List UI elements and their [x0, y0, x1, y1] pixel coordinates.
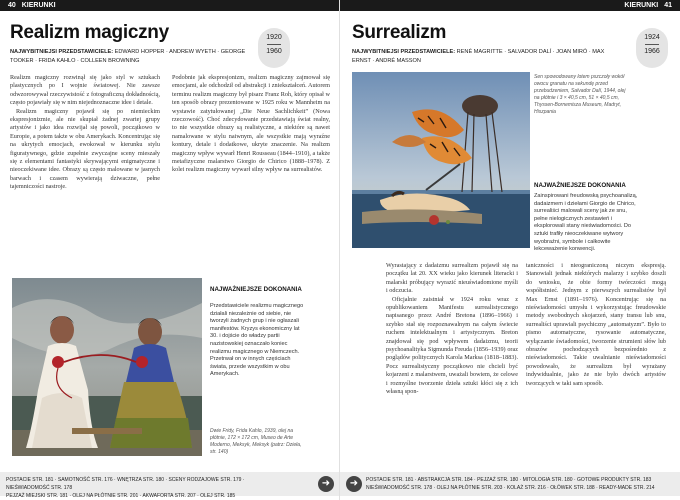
- cross-reference-footer: POSTACIE STR. 181 · ABSTRAKCJA STR. 184 · PEJZAŻ STR. 180 · MITOLOGIA STR. 180 · GOTOWE PRODUKTY STR. 183 NIEŚWIADOMOŚĆ STR. 178 · OLEJ NA PŁÓTNIE STR. 203 · KOLAŻ STR. 216 · OŁÓWEK STR. 188 · READY-MADE STR. 214: [340, 472, 680, 496]
- cross-ref-link[interactable]: SCENY RODZAJOWE STR. 179: [168, 477, 242, 483]
- running-header: [0, 0, 340, 11]
- representatives-list: RENÉ MAGRITTE · SALVADOR DALÍ · JOAN MIRÓ · MAX ERNST · ANDRÉ MASSON: [352, 49, 605, 64]
- cross-ref-link[interactable]: OLEJ NA PŁÓTNIE STR. 201: [72, 493, 139, 499]
- cross-ref-link[interactable]: NIEŚWIADOMOŚĆ STR. 178: [366, 485, 433, 491]
- callout-title: NAJWAŻNIEJSZE DOKONANIA: [534, 182, 626, 189]
- paragraph: Realizm magiczny rozwinął się jako styl w sztukach plastycznych po I wojnie światowej. Nie zawsze odwzorowywał rzeczywistość z fotograficzną dokładnością, często pojawiały się w nim niejednoznaczne idee i detale.: [10, 74, 160, 107]
- representatives: [352, 48, 622, 65]
- cross-ref-link[interactable]: POSTACIE STR. 181: [366, 477, 414, 483]
- text-column-1: [10, 74, 160, 192]
- cross-ref-link[interactable]: KOLAŻ STR. 216: [506, 485, 546, 491]
- running-header: [340, 0, 680, 11]
- representatives: [10, 48, 250, 65]
- cross-ref-link[interactable]: NIEŚWIADOMOŚĆ STR. 178: [6, 485, 73, 491]
- cross-ref-link[interactable]: OŁÓWEK STR. 188: [550, 485, 595, 491]
- painting-dali-dream: [352, 72, 530, 248]
- cross-ref-link[interactable]: MITOLOGIA STR. 180: [522, 477, 573, 483]
- paragraph: Wyrastający z dadaizmu surrealizm pojawił się na początku lat 20. XX wieku jako kierunek literacki i malarski próbujący wyrazić nieuświadomione myśli i odczucia.: [386, 262, 518, 295]
- callout-body: Przedstawiciele realizmu magicznego działali niezależnie od siebie, nie tworzyli żadnych grup i nie ogłaszali manifestów. Kryzys ekonomiczny lat 30. i dojście do władzy partii nazistowskiej oznaczało koniec realizmu magicznego w Niemczech. Przetrwał on w innych częściach świata, przede wszystkim w obu Amerykach.: [210, 303, 304, 378]
- cross-ref-link[interactable]: READY-MADE STR. 214: [599, 485, 655, 491]
- cross-reference-footer: POSTACIE STR. 181 · SAMOTNOŚĆ STR. 176 · WNĘTRZA STR. 180 · SCENY RODZAJOWE STR. 179 · NIEŚWIADOMOŚĆ STR. 178 PEJZAŻ MIEJSKI STR. 181 · OLEJ NA PŁÓTNIE STR. 201 · AKWAFORTA STR. 207 · OLEJ STR. 185: [0, 472, 340, 496]
- painting-dali-dream-image: [352, 72, 530, 248]
- date-range-badge: [636, 28, 668, 68]
- representatives-label: NAJWYBITNIEJSI PRZEDSTAWICIELE:: [352, 49, 456, 55]
- text-column-2: [526, 262, 666, 388]
- page-title: Realizm magiczny: [10, 22, 169, 43]
- date-end: 1966: [644, 48, 660, 55]
- cross-ref-link[interactable]: OLEJ NA PŁÓTNIE STR. 203: [436, 485, 503, 491]
- paragraph: Oficjalnie zaistniał w 1924 roku wraz z opublikowaniem Manifestu surrealistycznego napisanego przez André Bretona (1896–1966) i szybko stał się rozpoznawalnym na całym świecie ruchem intelektualnym i artystycznym. Breton znajdował się pod wpływem dadaizmu, teorii psychoanalityka Sigmunda Freuda (1856–1939) oraz poglądów politycznych Karola Marksa (1818–1883). Pocz surrealistyczny początkowo nie chcieli być kojarzeni z malarstwem, uważali bowiem, że celowe i rozmyślne tworzenie dzieła sztuki kłóci się z ich własną spon-: [386, 295, 518, 396]
- cross-ref-link[interactable]: POSTACIE STR. 181: [6, 477, 54, 483]
- cross-ref-link[interactable]: OLEJ STR. 185: [200, 493, 236, 499]
- figure-caption: Dwie Fridy, Frida Kahlo, 1939, olej na płótnie, 172 × 172 cm, Museo de Arte Moderno, Meksyk, Meksyk (patrz: Dzieła, str. 140): [210, 428, 302, 455]
- representatives-label: NAJWYBITNIEJSI PRZEDSTAWICIELE:: [10, 49, 114, 55]
- paragraph: Podobnie jak ekspresjonizm, realizm magiczny zajmował się emocjami, ale odchodził od abstrakcji i zniekształceń. Autorem terminu realizm magiczny był pisarz Franz Roh, który opisał w ten sposób obrazy prezentowane w 1925 roku w Mannheim na wystawie zatytułowanej „Die Neue Sachlichkeit” (Nowa rzeczowość). Choć zdecydowanie przedstawiają świat realny, to nie wszystkie obrazy są realistyczne, a niektóre są nawet namalowane w stylu naiwnym, ale wszystkie mają wyraźne kontury, detale i dodatkowe, ukryte znaczenie. Na realizm magiczny wpływ wywarł Henri Rousseau (1844–1910), a także metafizyczne malarstwo Giorgio de Chirico (1888–1978). Z kolei realizm magiczny wywarł silny wpływ na surrealistów.: [172, 74, 330, 174]
- date-start: 1920: [266, 34, 282, 41]
- cross-ref-link[interactable]: PEJZAŻ MIEJSKI STR. 181: [6, 493, 68, 499]
- text-column-1: [386, 262, 518, 397]
- painting-two-fridas: [12, 278, 202, 456]
- section-label: KIERUNKI: [21, 2, 56, 9]
- cross-ref-link[interactable]: ABSTRAKCJA STR. 184: [417, 477, 473, 483]
- cross-ref-link[interactable]: AKWAFORTA STR. 207: [142, 493, 196, 499]
- date-separator: [645, 44, 659, 45]
- cross-ref-link[interactable]: SAMOTNOŚĆ STR. 176: [57, 477, 113, 483]
- paragraph: taniczności i nieograniczoną niczym ekspresją. Stanowiali jednak niektórych malarzy i szybko doszli do wniosku, że obie formy twórczości mogą współistnieć. Jednym z pierwszych surrealistów był Max Ernst (1891–1976). Koncentrując się na nieświadomości umysłu i wykorzystując freudowskie metody swobodnych skojarzeń, stany transu lub snu, surrealiści uprawiali psychiczny „automatyzm”. Było to pismo automatyczne, rysowanie automatyczne, wyłączanie świadomości, tworzenie strumieni słów lub obrazów pochodzących bezpośrednio z nieświadomości. Takie uwalnianie nieświadomości powodowało, że surrealizm był wyrażany indywidualnie, jako że nie było dwóch artystów tworzących w taki sam sposób.: [526, 262, 666, 387]
- callout-title: NAJWAŻNIEJSZE DOKONANIA: [210, 286, 302, 293]
- cross-ref-link[interactable]: PEJZAŻ STR. 180: [477, 477, 519, 483]
- date-separator: [267, 44, 281, 45]
- section-label: KIERUNKI: [624, 2, 659, 9]
- next-arrow-icon[interactable]: ➜: [318, 476, 334, 492]
- page-title: Surrealizm: [352, 22, 447, 43]
- date-start: 1924: [644, 34, 660, 41]
- painting-two-fridas-image: [12, 278, 202, 456]
- cross-ref-link[interactable]: GOTOWE PRODUKTY STR. 183: [577, 477, 652, 483]
- date-end: 1960: [266, 48, 282, 55]
- text-column-2: [172, 74, 330, 175]
- paragraph: Realizm magiczny pojawił się po niemieckim ekspresjonizmie, ale nie skupiał żadnej zwartej grupy artystów i jako idea rozwijał się powoli, początkowo w Europie, a potem także w obu Amerykach. Koncentrując się na ukrytych emocjach, ewokował w kierunku stylu figuratywnego, gdzie zupełnie zwyczajne sceny mieszały się z elementami fantastyki skrywającymi enigmatyczne i nieoczekiwane idee. Obrazy są często malowane w jasnych barwach i czasem wywierają dziwaczne, pełne tajemniczości nastroje.: [10, 107, 160, 191]
- date-range-badge: [258, 28, 290, 68]
- cross-ref-link[interactable]: WNĘTRZA STR. 180: [117, 477, 165, 483]
- callout-body: Zainspirowani freudowską psychoanalizą, dadaizmem i dziełami Giorgio de Chirico, surrealiści malowali sceny jak ze snu, pełne nielogicznych zestawień i eksplorowali stany nieświadomości. Do sztuki trafiły nieoczekiwane wytwory wyobraźni, symbole i całkowite lekceważenie konwencji.: [534, 193, 638, 253]
- page-number: 41: [664, 2, 672, 9]
- representatives-list: EDWARD HOPPER · ANDREW WYETH · GEORGE TOOKER · FRIDA KAHLO · COLLEEN BROWNING: [10, 49, 246, 64]
- right-page: [340, 0, 680, 500]
- figure-caption: Sen spowodowany lotem pszczoły wokół owocu granatu na sekundę przed przebudzeniem, Salvador Dalí, 1944, olej na płótnie i 3 × 40,5 cm, 51 × 40,5 cm, Thyssen-Bornemisza Museum, Madryt, Hiszpania: [534, 74, 626, 115]
- prev-arrow-icon[interactable]: ➜: [346, 476, 362, 492]
- page-number: 40: [8, 2, 16, 9]
